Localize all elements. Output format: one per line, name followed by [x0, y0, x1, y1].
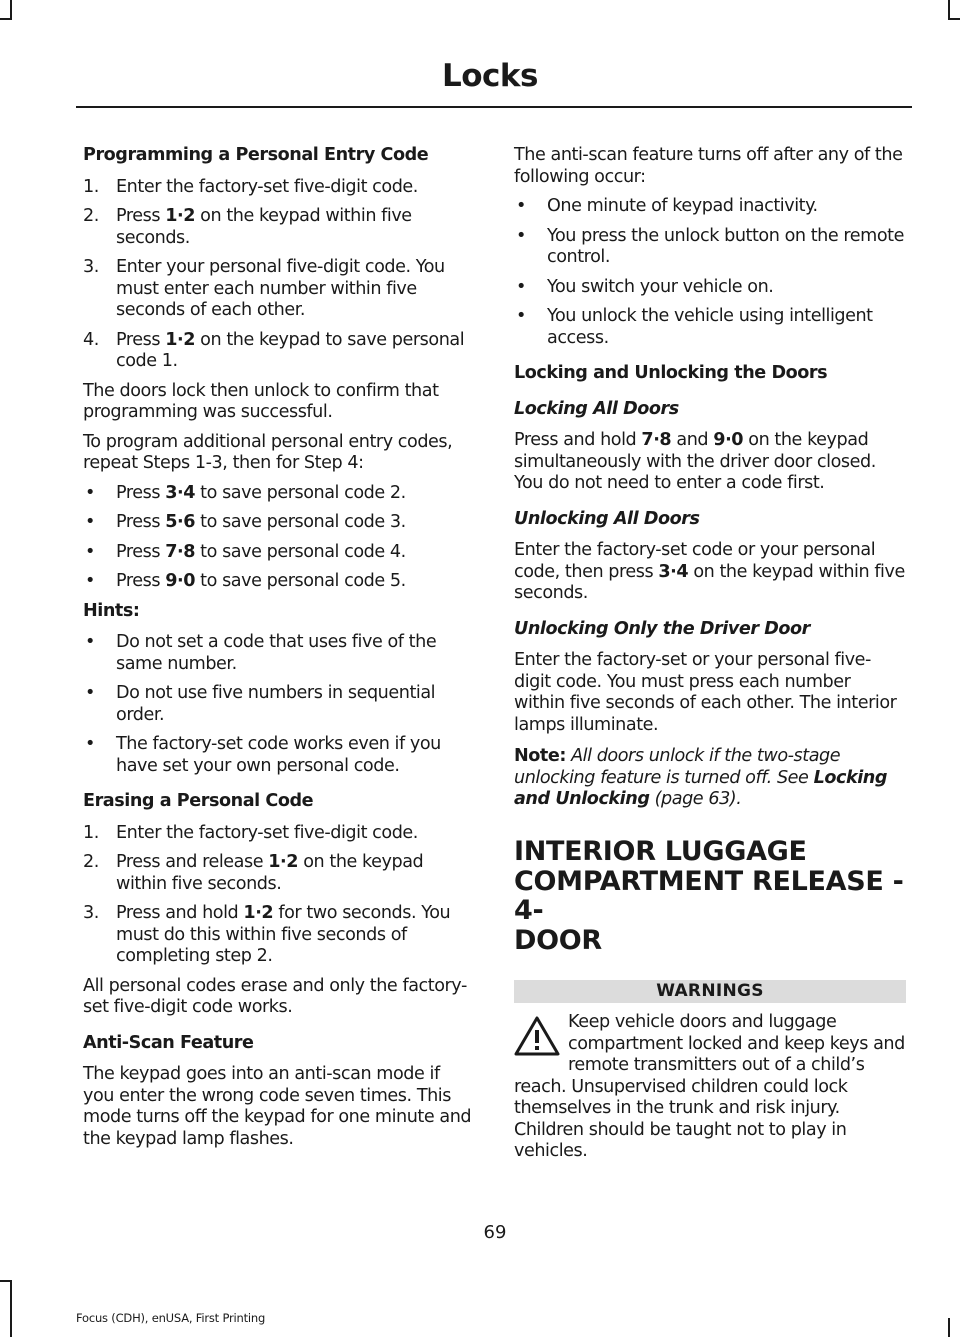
chapter-title — [514, 837, 906, 955]
footer-text: Focus (CDH), enUSA, First Printing — [76, 1311, 266, 1325]
keypad-key: 7·8 — [165, 541, 196, 562]
bullet-icon: • — [85, 683, 95, 703]
warnings-header: WARNINGS — [514, 980, 906, 1004]
bullet-icon: • — [85, 541, 95, 562]
step-text: on the keypad to save personal code 1. — [116, 329, 465, 371]
step-text: Press — [116, 206, 166, 226]
paragraph: Enter the factory-set or your personal five-digit code. You must press each number within five seconds of each other. The interior lamps illuminate. — [514, 650, 897, 735]
list-item — [83, 512, 475, 534]
step-number: 1. — [83, 822, 99, 843]
paragraph — [514, 430, 906, 495]
bullet-icon: • — [516, 225, 526, 246]
list-item — [83, 632, 475, 675]
bullet-icon: • — [85, 482, 95, 503]
subsection-title: Unlocking All Doors — [514, 508, 700, 529]
paragraph: The doors lock then unlock to confirm that programming was successful. — [83, 380, 439, 422]
list-item — [83, 177, 475, 199]
step-text: for two seconds. You must do this within five seconds of completing step 2. — [116, 903, 451, 966]
bullet-text: Press — [116, 512, 166, 532]
step-text: Enter the factory-set five-digit code. — [116, 176, 418, 197]
hint-text: Do not use five numbers in sequential order. — [116, 683, 436, 725]
crop-mark — [948, 18, 960, 20]
warning-text: Keep vehicle doors and luggage compartment locked and keep keys and remote transmitters out of a child’s reach. Unsupervised children could lock themselves in the trunk and risk injury. Children should be taught not to play in vehicles. — [514, 1012, 905, 1161]
note-label: Note: — [514, 746, 566, 766]
bullet-text: You unlock the vehicle using intelligent access. — [547, 306, 873, 348]
keypad-key: 5·6 — [165, 512, 196, 532]
cross-reference-link[interactable]: Locking and Unlocking — [514, 767, 888, 809]
text: Enter the factory-set code or your personal code, then press — [514, 540, 876, 582]
bullet-text: Press — [116, 571, 166, 591]
erase-steps — [83, 823, 475, 968]
note — [514, 746, 906, 811]
programming-steps — [83, 177, 475, 373]
step-text: on the keypad within five seconds. — [116, 206, 412, 248]
bullet-text: to save personal code 2. — [195, 482, 406, 503]
paragraph — [514, 540, 906, 605]
right-column — [514, 145, 906, 1163]
left-column — [83, 145, 475, 1158]
list-item — [83, 542, 475, 564]
bullet-icon: • — [85, 512, 95, 532]
step-number: 2. — [83, 852, 99, 872]
keypad-key: 1·2 — [165, 329, 196, 350]
bullet-text: to save personal code 5. — [195, 571, 406, 591]
text: and — [671, 430, 714, 450]
page-number: 69 — [483, 1222, 507, 1243]
bullet-text: You switch your vehicle on. — [547, 276, 774, 297]
anti-scan-bullets — [514, 196, 906, 349]
header-rule — [76, 106, 912, 108]
section-title: Locking and Unlocking the Doors — [514, 363, 828, 383]
step-text: Press and release — [116, 852, 269, 872]
keypad-key: 3·4 — [658, 561, 689, 582]
bullet-icon: • — [85, 571, 95, 591]
keypad-key: 9·0 — [713, 430, 744, 450]
note-text: . — [736, 789, 742, 809]
step-number: 3. — [83, 257, 99, 277]
bullet-text: You press the unlock button on the remote control. — [547, 225, 904, 267]
list-item — [514, 306, 906, 349]
step-text: Press — [116, 329, 166, 350]
bullet-icon: • — [516, 306, 526, 326]
bullet-text: One minute of keypad inactivity. — [547, 196, 818, 216]
hint-text: Do not set a code that uses five of the same number. — [116, 632, 437, 674]
crop-mark — [10, 1280, 12, 1337]
keypad-key: 3·4 — [165, 482, 196, 503]
subsection-title: Locking All Doors — [514, 398, 679, 419]
hints-list — [83, 632, 475, 777]
bullet-text: to save personal code 4. — [195, 541, 406, 562]
subsection-title: Unlocking Only the Driver Door — [514, 618, 810, 639]
list-item — [83, 734, 475, 777]
crop-mark — [948, 1318, 950, 1337]
list-item — [83, 257, 475, 322]
keypad-key: 1·2 — [165, 206, 196, 226]
step-number: 4. — [83, 329, 99, 350]
step-text: on the keypad within five seconds. — [116, 852, 424, 894]
step-text: Press and hold — [116, 903, 244, 923]
step-number: 1. — [83, 176, 99, 197]
hint-text: The factory-set code works even if you have set your own personal code. — [116, 734, 441, 776]
bullet-icon: • — [85, 734, 95, 754]
note-text: All doors unlock if the two-stage unlocking feature is turned off. See — [514, 746, 841, 788]
step-text: Enter the factory-set five-digit code. — [116, 822, 418, 843]
warning-triangle-icon — [514, 1016, 560, 1056]
crop-mark — [948, 0, 950, 20]
paragraph: To program additional personal entry codes, repeat Steps 1-3, then for Step 4: — [83, 431, 453, 473]
section-title: Anti-Scan Feature — [83, 1032, 254, 1053]
text: Press and hold — [514, 430, 642, 450]
crop-mark — [0, 1280, 12, 1282]
warning-block — [514, 1012, 906, 1163]
list-item — [514, 277, 906, 299]
chapter-title-line: INTERIOR LUGGAGE — [514, 835, 807, 867]
keypad-key: 7·8 — [641, 430, 672, 450]
list-item — [83, 823, 475, 845]
paragraph: The anti-scan feature turns off after any of the following occur: — [514, 145, 903, 187]
bullet-icon: • — [85, 632, 95, 652]
page-reference: (page 63) — [649, 789, 737, 809]
section-title: Erasing a Personal Code — [83, 791, 314, 811]
section-title: Programming a Personal Entry Code — [83, 145, 429, 165]
bullet-text: Press — [116, 482, 166, 503]
chapter-title-line: COMPARTMENT RELEASE - 4- — [514, 865, 904, 926]
list-item — [83, 852, 475, 895]
crop-mark — [10, 0, 12, 20]
bullet-text: Press — [116, 541, 166, 562]
keypad-key: 9·0 — [165, 571, 196, 591]
list-item — [83, 683, 475, 726]
step-number: 3. — [83, 903, 99, 923]
chapter-title-line: DOOR — [514, 924, 602, 956]
crop-mark — [0, 18, 12, 20]
step-number: 2. — [83, 206, 99, 226]
page-header-title: Locks — [442, 58, 538, 94]
step-text: Enter your personal five-digit code. You must enter each number within five seconds of each other. — [116, 257, 445, 320]
keypad-key: 1·2 — [243, 903, 274, 923]
list-item — [83, 483, 475, 505]
bullet-text: to save personal code 3. — [195, 512, 406, 532]
bullet-icon: • — [516, 276, 526, 297]
list-item — [83, 903, 475, 968]
list-item — [83, 571, 475, 593]
code-bullets — [83, 483, 475, 593]
bullet-icon: • — [516, 196, 526, 216]
paragraph: All personal codes erase and only the factory-set five-digit code works. — [83, 975, 467, 1017]
keypad-key: 1·2 — [268, 852, 299, 872]
hints-title: Hints: — [83, 600, 140, 621]
text: on the keypad simultaneously with the driver door closed. You do not need to enter a code first. — [514, 430, 876, 493]
text: on the keypad within five seconds. — [514, 561, 905, 603]
paragraph: The keypad goes into an anti-scan mode if you enter the wrong code seven times. This mode turns off the keypad for one minute and the keypad lamp flashes. — [83, 1064, 472, 1149]
list-item — [514, 226, 906, 269]
list-item — [514, 196, 906, 218]
list-item — [83, 206, 475, 249]
list-item — [83, 330, 475, 373]
